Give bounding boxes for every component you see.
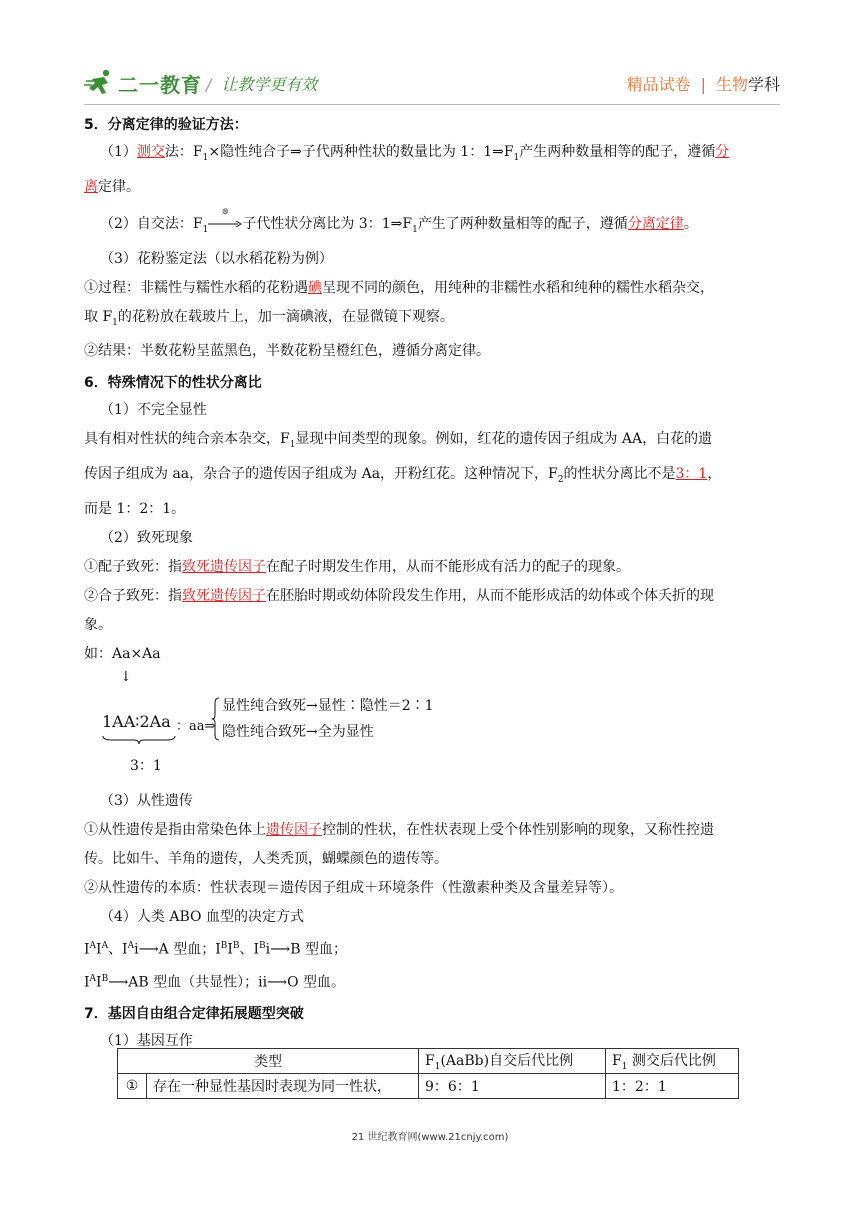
- diagram-aa: ：aa⇒: [176, 718, 216, 734]
- header-self: $F_1(AaBb)$自交后代比例: [419, 1049, 606, 1074]
- page-footer: 21 世纪教育网(www.21cnjy.com): [351, 1132, 509, 1143]
- s5-line-4: ①过程：非糯性与糯性水稻的花粉遇碘呈现不同的颜色，用纯种的非糯性水稻和纯种的糯性水稻杂交，: [84, 279, 714, 296]
- diagram-underbrace: [102, 735, 176, 745]
- row-self: 9：6：1: [419, 1074, 606, 1099]
- section-6-title: 6．特殊情况下的性状分离比: [84, 375, 262, 392]
- diagram-ratio: 3：1: [130, 757, 162, 774]
- s6-line-9: 如：Aa×Aa: [84, 645, 161, 662]
- s6-line-11: ①从性遗传是指由常染色体上遗传因子控制的性状，在性状表现上受个体性别影响的现象，又称性控遗: [84, 821, 714, 838]
- s5-line-1b: 离定律。: [84, 178, 140, 195]
- running-man-icon: [84, 69, 116, 97]
- s6-line-15: $I^AI^A$、$I^Ai⟶A$ 型血；$I^BI^B$、$I^Bi⟶B$ 型血；: [84, 940, 347, 958]
- row-number: ①: [118, 1074, 147, 1099]
- header-divider: [84, 104, 780, 105]
- s6-line-14: （4）人类 ABO 血型的决定方式: [100, 908, 304, 925]
- table-header-row: [118, 1049, 739, 1074]
- s6-line-5: （2）致死现象: [100, 529, 193, 546]
- s6-line-8: 象。: [84, 616, 112, 633]
- diagram-branch-bottom: 隐性纯合致死→全为显性: [222, 723, 374, 740]
- s6-line-12: 传。比如牛、羊角的遗传，人类秃顶，蝴蝶颜色的遗传等。: [84, 850, 448, 867]
- diagram-brace: [212, 697, 220, 741]
- s6-line-2: 具有相对性状的纯合亲本杂交，$F_1$显现中间类型的现象。例如，红花的遗传因子组成为 AA，白花的遗: [84, 431, 713, 451]
- s6-line-7: ②合子致死：指致死遗传因子在胚胎时期或幼体阶段发生作用，从而不能形成活的幼体或个体夭折的现: [84, 587, 714, 604]
- logo-text: 二一教育: [118, 72, 202, 97]
- s5-line-3: （3）花粉鉴定法（以水稻花粉为例）: [100, 250, 333, 267]
- row-type: 存在一种显性基因时表现为同一性状，: [147, 1074, 419, 1099]
- s6-line-1: （1）不完全显性: [100, 402, 207, 419]
- slogan: / 让教学更有效: [206, 75, 318, 94]
- s7-line-1: （1）基因互作: [100, 1033, 193, 1050]
- table-row: [118, 1074, 739, 1099]
- header-test: $F_1$ 测交后代比例: [606, 1049, 739, 1074]
- section-5-title: 5．分离定律的验证方法：: [84, 117, 248, 133]
- logo: [84, 68, 202, 98]
- s5-line-1: （1）测交法：$F_1\times$隐性纯合子⇒子代两种性状的数量比为 1：$1\Rightarrow F_1$产生两种数量相等的配子，遵循分: [100, 144, 730, 163]
- page-header: [84, 66, 780, 102]
- arrow-with-symbol: ⊗: [208, 210, 242, 239]
- diagram-branch-top: 显性纯合致死→显性∶隐性＝2∶1: [222, 697, 434, 714]
- s6-line-13: ②从性遗传的本质：性状表现＝遗传因子组成＋环境条件（性激素种类及含量差异等）。: [84, 879, 623, 896]
- s6-line-6: ①配子致死：指致死遗传因子在配子时期发生作用，从而不能形成有活力的配子的现象。: [84, 558, 630, 575]
- s5-line-5: 取 $F_1$的花粉放在载玻片上，加一滴碘液，在显微镜下观察。: [84, 308, 454, 328]
- gene-interaction-table: [117, 1048, 739, 1099]
- s6-line-16: $I^AI^B⟶AB$ 型血（共显性）；ii⟶O 型血。: [84, 973, 346, 991]
- s5-line-6: ②结果：半数花粉呈蓝黑色，半数花粉呈橙红色，遵循分离定律。: [84, 343, 490, 360]
- lethal-diagram: [84, 669, 784, 787]
- document-body: [84, 112, 784, 1056]
- row-test: 1：2：1: [606, 1074, 739, 1099]
- s6-line-3: 传因子组成为 aa，杂合子的遗传因子组成为 Aa，开粉红花。这种情况下，$F_2$的性状分离比不是3：1，: [84, 466, 722, 485]
- header-type: 类型: [118, 1049, 419, 1074]
- diagram-down-arrow: ↓: [120, 668, 132, 685]
- diagram-genotypes: 1AA∶2Aa: [102, 711, 171, 731]
- s6-line-4: 而是 1：2：1。: [84, 500, 186, 517]
- header-subject: 精品试卷 | 生物学科: [626, 75, 780, 94]
- s6-line-10: （3）从性遗传: [100, 792, 193, 809]
- section-7-title: 7．基因自由组合定律拓展题型突破: [84, 1006, 304, 1023]
- s5-line-2: （2）自交法：$F_1$ ⊗ 子代性状分离比为 3：$1\Rightarrow F_1$产生了两种数量相等的配子，遵循分离定律。: [84, 210, 784, 245]
